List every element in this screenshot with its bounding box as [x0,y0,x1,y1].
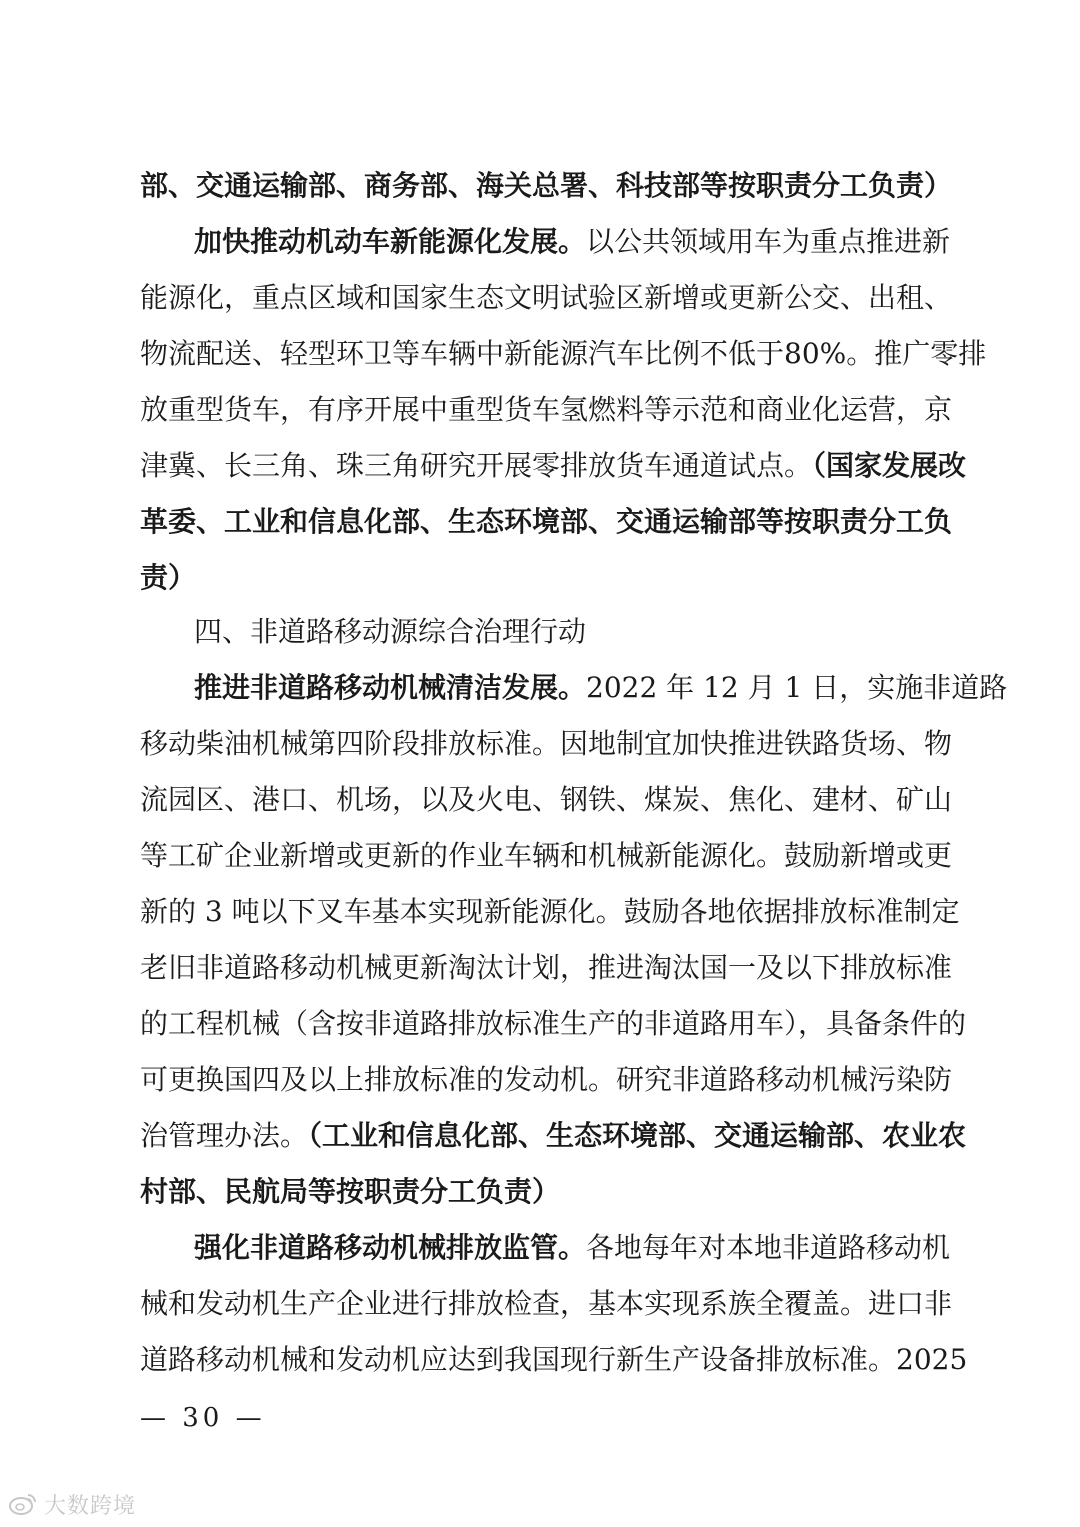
text-line [140,390,953,430]
text-segment: 治管理办法。 [140,1119,309,1152]
text-segment: 流园区、港口、机场，以及火电、钢铁、煤炭、焦化、建材、矿山 [140,783,953,816]
text-line [140,502,953,542]
paragraph-start-line [194,668,1008,708]
text-segment: 可更换国四及以上排放标准的发动机。研究非道路移动机械污染防 [140,1063,953,1096]
text-line [140,446,967,486]
text-line [140,892,960,932]
text-segment-bold: 责） [140,561,197,594]
text-line [140,558,940,598]
text-line [140,1340,968,1380]
section-heading-text: 四、非道路移动源综合治理行动 [194,615,587,648]
text-line [140,836,953,876]
text-segment-bold: 村部、民航局等按职责分工负责） [140,1175,561,1208]
paragraph-lead-bold: 加快推动机动车新能源化发展。 [194,225,587,258]
text-segment-bold: 革委、工业和信息化部、生态环境部、交通运输部等按职责分工负 [140,505,953,538]
text-line [140,334,987,374]
text-line [140,166,953,206]
text-segment: 新的 3 吨以下叉车基本实现新能源化。鼓励各地依据排放标准制定 [140,895,960,928]
text-line [140,1284,953,1324]
text-segment: 能源化，重点区域和国家生态文明试验区新增或更新公交、出租、 [140,281,953,314]
text-segment-bold: （国家发展改 [812,449,967,482]
text-line [140,724,953,764]
text-segment: 等工矿企业新增或更新的作业车辆和机械新能源化。鼓励新增或更 [140,839,953,872]
paragraph-start-line [194,1228,951,1268]
text-segment-bold: 部、交通运输部、商务部、海关总署、科技部等按职责分工负责） [140,169,953,202]
text-line [140,1116,967,1156]
text-line [140,1004,967,1044]
watermark [8,1488,136,1520]
section-heading [194,612,940,652]
text-segment: 以公共领域用车为重点推进新 [586,225,951,258]
text-line [140,948,953,988]
text-segment: 2022 年 12 月 1 日，实施非道路 [586,671,1008,704]
text-segment: 物流配送、轻型环卫等车辆中新能源汽车比例不低于80%。推广零排 [140,337,987,370]
paragraph-start-line [194,222,951,262]
page-number: — 30 — [140,1403,266,1433]
text-segment: 械和发动机生产企业进行排放检查，基本实现系族全覆盖。进口非 [140,1287,953,1320]
text-segment: 各地每年对本地非道路移动机 [586,1231,951,1264]
paragraph-lead-bold: 强化非道路移动机械排放监管。 [194,1231,587,1264]
text-segment: 津冀、长三角、珠三角研究开展零排放货车通道试点。 [140,449,813,482]
text-segment: 道路移动机械和发动机应达到我国现行新生产设备排放标准。2025 [140,1343,968,1376]
text-line [140,780,953,820]
watermark-text: 大数跨境 [44,1493,137,1519]
text-segment: 的工程机械（含按非道路排放标准生产的非道路用车），具备条件的 [140,1007,967,1040]
text-segment: 放重型货车，有序开展中重型货车氢燃料等示范和商业化运营，京 [140,393,953,426]
weibo-logo-icon [8,1491,38,1517]
text-line [140,1060,953,1100]
text-segment: 移动柴油机械第四阶段排放标准。因地制宜加快推进铁路货场、物 [140,727,953,760]
text-segment: 老旧非道路移动机械更新淘汰计划，推进淘汰国一及以下排放标准 [140,951,953,984]
text-segment-bold: （工业和信息化部、生态环境部、交通运输部、农业农 [308,1119,967,1152]
paragraph-lead-bold: 推进非道路移动机械清洁发展。 [194,671,587,704]
text-line [140,1172,940,1212]
text-line [140,278,953,318]
